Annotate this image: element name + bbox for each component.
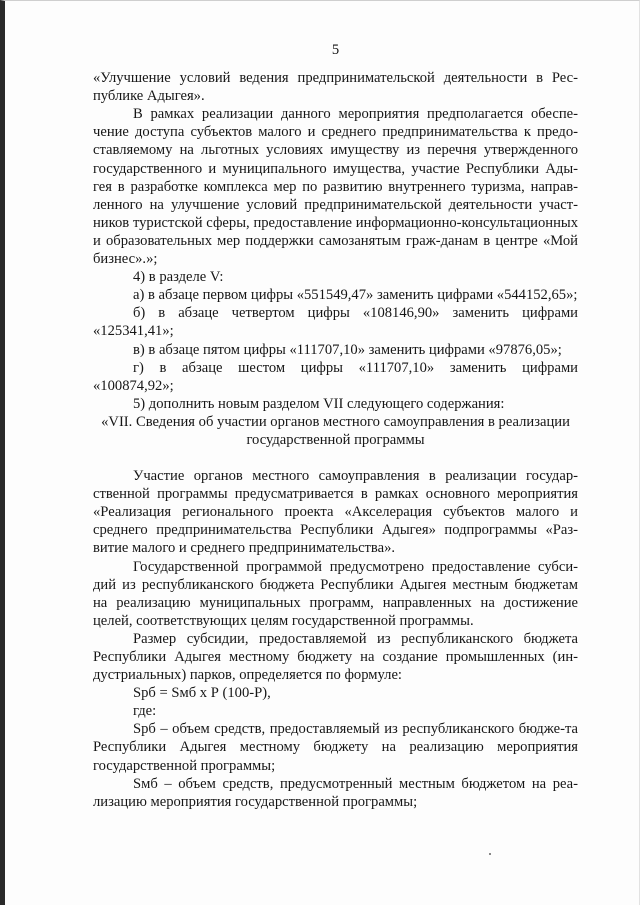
paragraph-13: Sмб – объем средств, предусмотренный местным бюджетом на реа-лизацию мероприятия государственной программы; [93,775,578,810]
section-heading: «VII. Сведения об участии органов местного самоуправления в реализации государственной программы [101,413,570,448]
paragraph-3: 4) в разделе V: [133,269,224,286]
paragraph-11: Размер субсидии, предоставляемой из республиканского бюджета Республики Адыгея местному бюджету на создание промышленных (ин-дустриальных) парков, определяется по формуле: [93,630,578,684]
paragraph-10: Государственной программой предусмотрено предоставление субси-дий из республиканского бюджета Республики Адыгея местным бюджетам на реализацию муниципальных программ, направленных на достижение целей, соответствующих целям государственной программы. [93,558,578,629]
paragraph-7: г) в абзаце шестом цифры «111707,10» заменить цифрами «100874,92»; [93,359,578,394]
paragraph-6: в) в абзаце пятом цифры «111707,10» заменить цифрами «97876,05»; [133,341,562,358]
paragraph-4: а) в абзаце первом цифры «551549,47» заменить цифрами «544152,65»; [133,287,578,304]
paragraph-12: Sрб – объем средств, предоставляемый из республиканского бюдже-та Республики Адыгея местному бюджету на реализацию мероприятия государственной программы; [93,721,578,774]
spacer [93,449,578,467]
paragraph-5: б) в абзаце четвертом цифры «108146,90» заменить цифрами «125341,41»; [93,305,578,340]
scan-speck [489,853,491,855]
paragraph-8: 5) дополнить новым разделом VII следующего содержания: [133,395,505,412]
page-content [93,41,578,811]
formula: Sрб = Sмб х Р (100-Р), [133,685,271,702]
page-number: 5 [331,42,340,58]
paragraph-1: «Улучшение условий ведения предпринимательской деятельности в Рес-публике Адыгея». [93,70,578,105]
where-label: где: [133,703,157,720]
paragraph-9: Участие органов местного самоуправления в реализации государ-ственной программы предусматривается в рамках основного мероприятия «Реализация регионального проекта «Акселерация субъектов малого и среднего предпринимательства Республики Адыгея» подпрограммы «Раз-витие малого и среднего предпринимательства». [93,468,578,557]
paragraph-2: В рамках реализации данного мероприятия предполагается обеспе-чение доступа субъектов малого и среднего предпринимательства к предо-ставляемому на льготных условиях имуществу из перечня утвержденного государственного и муниципального имущества, участие Республики Ады-гея в разработке комплекса мер по развитию внутреннего туризма, направ-ленного на улучшение условий предпринимательской деятельности участ-ников туристской сферы, предоставление информационно-консультационных и образовательных мер поддержки самозанятым граж-данам в центре «Мой бизнес».»; [93,106,578,268]
